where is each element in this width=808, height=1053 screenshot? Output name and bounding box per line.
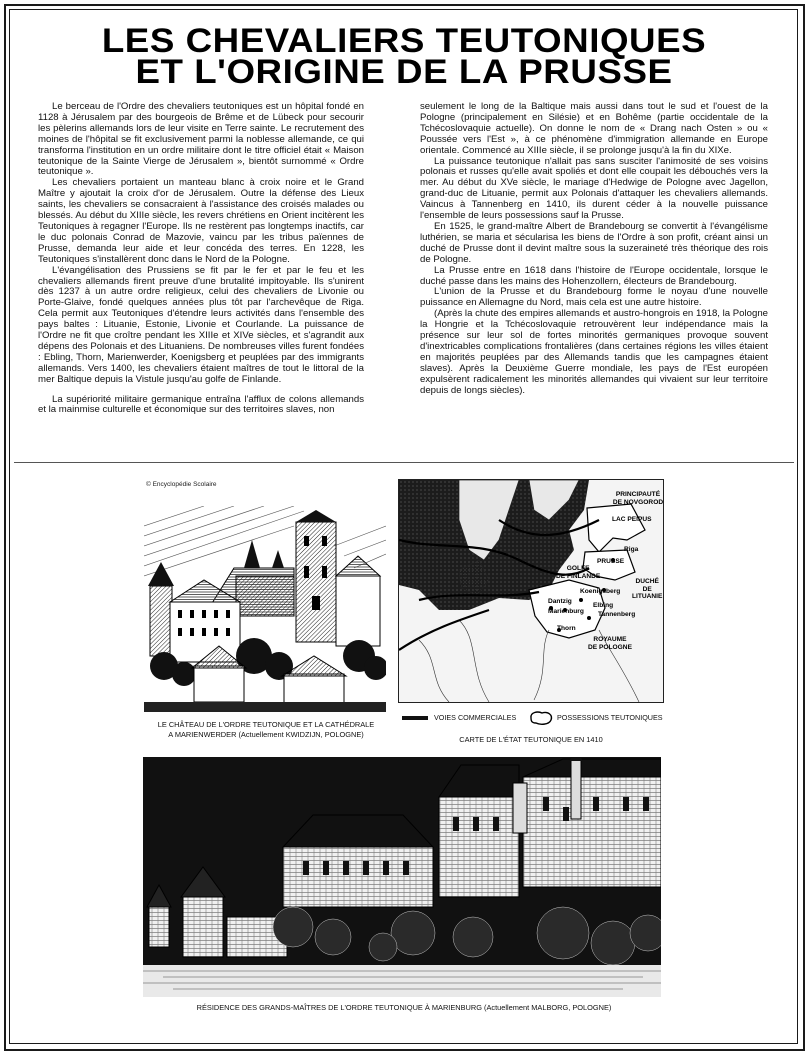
text-column-left (38, 102, 364, 416)
possession-legend-swatch (528, 710, 554, 726)
map-legend (402, 710, 664, 724)
title-line-2: ET L'ORIGINE DE LA PRUSSE (135, 53, 673, 91)
section-divider (14, 462, 794, 463)
paragraph: Le berceau de l'Ordre des chevaliers teutoniques est un hôpital fondé en 1128 à Jérusalem par des bourgeois de Brême et de Lübeck pour secourir les pèlerins allemands lors de leur visite en Terre sainte. Le recrutement des moines de l'hôpital se fit exclusivement parmi la noblesse allemande, ce qui transforma l'institution en un ordre militaire dont le titre officiel était « Maison teutonique de la Sainte Vierge de Jérusalem », bientôt surnommé « Ordre teutonique ». (38, 101, 364, 178)
map-label-lituanie: DUCHÉ DE LITUANIE (632, 578, 663, 601)
marienwerder-castle-illustration (144, 506, 386, 712)
caption-line: LE CHÂTEAU DE L'ORDRE TEUTONIQUE ET LA CATHÉDRALE (157, 720, 375, 729)
paragraph: En 1525, le grand-maître Albert de Brandebourg se convertit à l'évangélisme luthérien, se maria et sécularisa les biens de l'Ordre à son profit, créant ainsi un duché de Prusse dont il devint maître sous la suzeraineté très théorique des rois de Pologne. (420, 220, 768, 265)
text-column-right (420, 102, 768, 396)
map-label-tannenberg: Tannenberg (598, 611, 636, 618)
map-label-pologne: ROYAUME DE POLOGNE (588, 636, 632, 651)
caption-line: A MARIENWERDER (Actuellement KWIDZIJN, POLOGNE) (168, 729, 364, 739)
teutonic-state-map (398, 479, 664, 703)
title-line-1: LES CHEVALIERS TEUTONIQUES (101, 22, 707, 60)
map-label-prusse: PRUSSE (597, 558, 625, 565)
map-label-dantzig: Dantzig (548, 598, 572, 605)
marienburg-residence-illustration (143, 757, 661, 997)
paragraph: Les chevaliers portaient un manteau blanc à croix noire et le Grand Maître y ajoutait la croix d'or de Jérusalem. Outre la défense des Lieux saints, les chevaliers se consacraient à l'assistance des croisés malades ou blessés. Au début du XIIIe siècle, les revers chrétiens en Orient incitèrent les Teutoniques à regagner l'Europe. Ils ne restèrent pas longtemps inactifs, car le duc polonais Conrad de Mazovie, vaincu par les tribus païennes de Prusse, demanda leur aide et leur concéda des terres. En 1228, les Teutoniques s'installèrent donc dans le Nord de la Pologne. (38, 177, 364, 265)
paragraph: seulement le long de la Baltique mais aussi dans tout le sud et l'ouest de la Pologne (principalement en Silésie) et en Bohême (partie occidentale de la Tchécoslovaquie actuelle). On donne le nom de « Drang nach Osten » ou « Poussée vers l'Est », à ce phénomène d'immigration allemande en Europe orientale. Commencé au XIIIe siècle, il se prolonge jusqu'à la fin du XIXe. (420, 101, 768, 156)
map-label-riga: Riga (624, 546, 639, 553)
map-label-elbing: Elbing (593, 602, 614, 609)
map-label-novgorod: PRINCIPAUTÉ DE NOVGOROD (612, 491, 664, 506)
paragraph: La Prusse entre en 1618 dans l'histoire de l'Europe occidentale, lorsque le duché passe dans les mains des Hohenzollern, électeurs de Brandebourg. (420, 264, 768, 287)
page-title (0, 22, 808, 91)
map-label-golfe: GOLFE DE FINLANDE (556, 565, 601, 580)
map-label-thorn: Thorn (557, 625, 576, 632)
paragraph: La supériorité militaire germanique entraîna l'afflux de colons allemands et la mainmise culturelle et économique sur des territoires slaves, non (38, 393, 364, 416)
figure-1-caption (140, 720, 392, 739)
legend-label-possessions: POSSESSIONS TEUTONIQUES (557, 713, 663, 722)
paragraph: La puissance teutonique n'allait pas sans susciter l'animosité de ses voisins polonais et russes qu'elle avait spoliés et dont elle coupait les débouchés vers la mer. Au début du XVe siècle, le mariage d'Hedwige de Pologne avec Jagellon, grand-duc de Lituanie, permit aux Polonais d'attaquer les chevaliers allemands. Vaincus à Tannenberg en 1410, ils durent céder à la nouvelle puissance l'ensemble de leurs possessions sauf la Prusse. (420, 155, 768, 222)
map-label-marienburg: Marienburg (548, 608, 584, 615)
map-label-koenigsberg: Koenigsberg (580, 588, 621, 595)
map-label-peipus: LAC PEIPUS (612, 516, 652, 523)
paragraph: (Après la chute des empires allemands et austro-hongrois en 1918, la Pologne la Hongrie et la Tchécoslovaquie retrouvèrent leur indépendance mais la présence sur leur sol de fortes minorités germaniques provoque souvent d'inextricables complications frontalières (dans certaines régions les villes étaient en majorités peuplées par des Allemands tandis que les campagnes étaient slaves). Après la Deuxième Guerre mondiale, les pays de l'Est européen expulsèrent radicalement les minorités allemandes qui vivaient sur leur territoire depuis de longs siècles). (420, 308, 768, 396)
trade-route-legend-swatch (402, 716, 428, 720)
legend-label-routes: VOIES COMMERCIALES (434, 713, 517, 722)
map-caption: CARTE DE L'ÉTAT TEUTONIQUE EN 1410 (459, 735, 603, 744)
copyright-notice: © Encyclopédie Scolaire (146, 481, 217, 488)
figure-2-caption: RÉSIDENCE DES GRANDS-MAÎTRES DE L'ORDRE TEUTONIQUE À MARIENBURG (Actuellement MALBORG, POLOGNE) (196, 1003, 612, 1012)
paragraph: L'union de la Prusse et du Brandebourg forme le noyau d'une nouvelle puissance en Allemagne du Nord, mais cela est une autre histoire. (420, 286, 768, 309)
paragraph: L'évangélisation des Prussiens se fit par le fer et par le feu et les chevaliers allemands firent preuve d'une brutalité impitoyable. Ils s'unirent dès 1237 à un autre ordre religieux, celui des chevaliers de Livonie ou Porte-Glaive, fondé quelques années plus tôt par l'archevêque de Riga. Cela permit aux Teutoniques d'étendre leurs activités dans l'ensemble des pays baltes : Lituanie, Estonie, Livonie et Courlande. La puissance de l'Ordre ne fit que croître pendant les XIIIe et XIVe siècles, et s'agrandit aux dépens des Polonais et des Lituaniens. De nombreuses villes furent fondées : Ebling, Thorn, Marienwerder, Koenigsberg et peuplées par des immigrants allemands. Vers 1400, les chevaliers étaient maîtres de tout le littoral de la mer Baltique depuis la Vistule jusqu'au golfe de Finlande. (38, 264, 364, 385)
